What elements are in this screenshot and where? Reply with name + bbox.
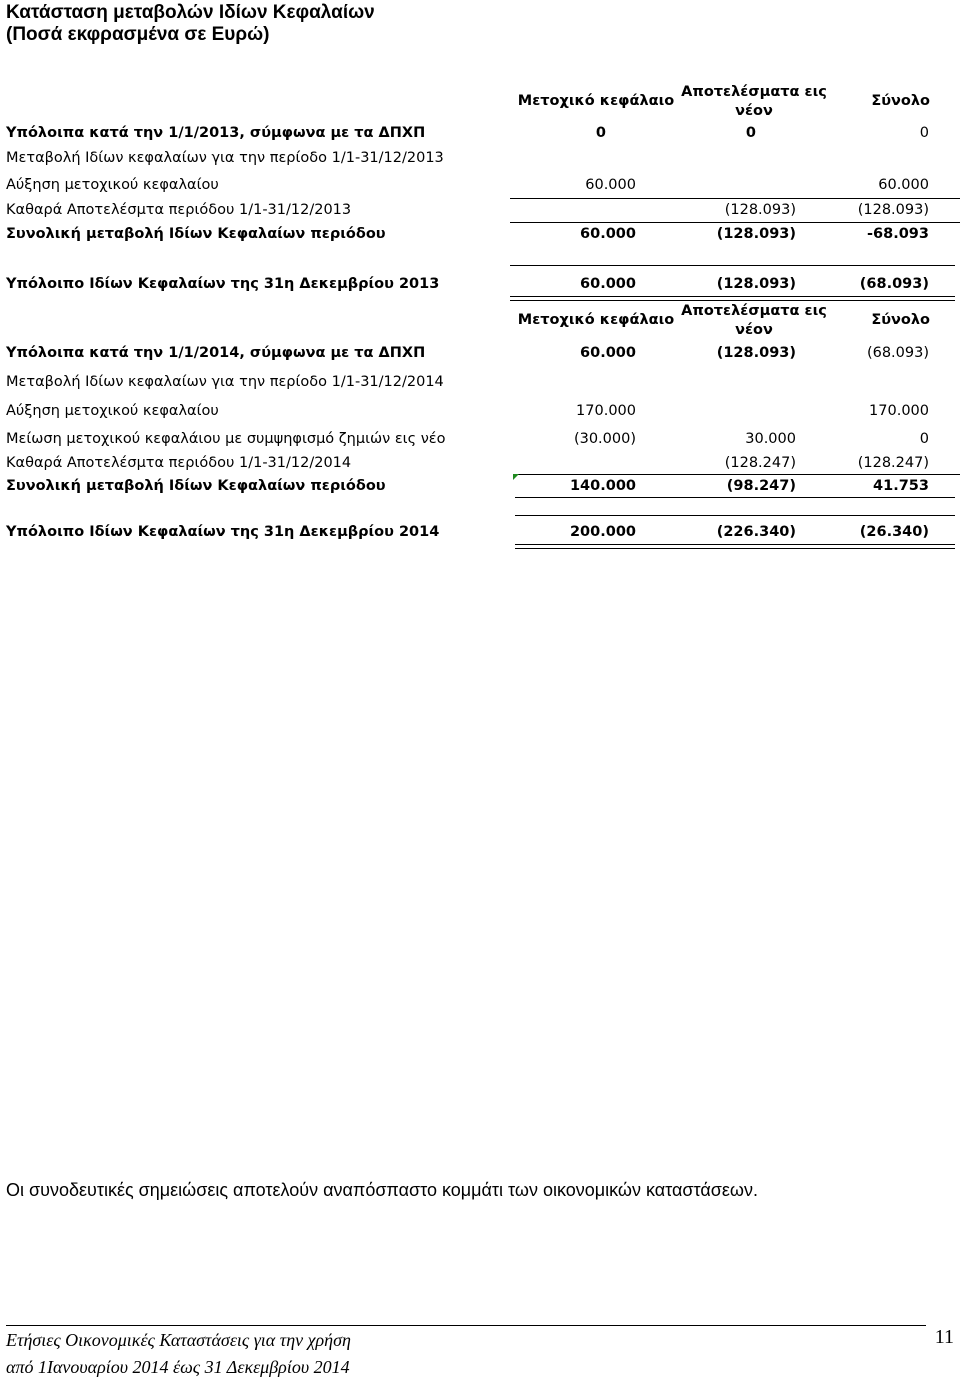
row-change-title-2014 — [6, 374, 960, 396]
accompanying-notes-statement: Οι συνοδευτικές σημειώσεις αποτελούν αναπόσπαστο κομμάτι των οικονομικών καταστάσεων. — [6, 1180, 758, 1200]
cell-retained-earnings: (128.093) — [716, 276, 796, 292]
header-retained-earnings-2013 — [676, 83, 832, 121]
header-retained-earnings-line1: Αποτελέσματα εις — [681, 303, 827, 319]
page-number: 11 — [934, 1326, 954, 1348]
cell-total: 170.000 — [869, 403, 929, 419]
row-label: Καθαρά Αποτελέσμτα περιόδου 1/1-31/12/2013 — [6, 202, 352, 218]
row-label: Συνολική μεταβολή Ιδίων Κεφαλαίων περιόδου — [6, 226, 386, 242]
header-share-capital-2014: Μετοχικό κεφάλαιο — [517, 312, 675, 328]
double-underline — [515, 544, 955, 549]
footer-divider — [6, 1325, 926, 1326]
page-subtitle: (Ποσά εκφρασμένα σε Ευρώ) — [6, 24, 270, 45]
cell-total: 0 — [919, 125, 929, 141]
header-retained-earnings-line2: νέον — [735, 103, 773, 119]
row-opening-2013 — [6, 125, 960, 147]
divider — [510, 265, 955, 266]
divider — [510, 198, 960, 199]
row-label: Υπόλοιπα κατά την 1/1/2014, σύμφωνα με τα ΔΠΧΠ — [6, 345, 426, 361]
cell-retained-earnings: (98.247) — [726, 478, 796, 494]
row-increase-2014 — [6, 403, 960, 425]
cell-retained-earnings: 0 — [745, 125, 756, 141]
row-net-results-2013 — [6, 202, 960, 224]
cell-share-capital: 170.000 — [576, 403, 636, 419]
row-label: Συνολική μεταβολή Ιδίων Κεφαλαίων περιόδου — [6, 478, 386, 494]
cell-total: 0 — [919, 431, 929, 447]
cell-total: 60.000 — [878, 177, 929, 193]
cell-retained-earnings: 30.000 — [745, 431, 796, 447]
cell-share-capital: 140.000 — [569, 478, 636, 494]
divider — [515, 515, 955, 516]
cell-share-capital: (30.000) — [573, 431, 636, 447]
double-underline — [510, 296, 955, 301]
row-change-title-2013 — [6, 150, 960, 172]
header-share-capital-2013: Μετοχικό κεφάλαιο — [517, 93, 675, 109]
row-label: Υπόλοιπο Ιδίων Κεφαλαίων της 31η Δεκεμβρίου 2014 — [6, 524, 440, 540]
row-increase-2013 — [6, 177, 960, 199]
cell-total: 41.753 — [873, 478, 929, 494]
row-label: Μεταβολή Ιδίων κεφαλαίων για την περίοδο 1/1-31/12/2013 — [6, 150, 444, 166]
cell-share-capital: 60.000 — [580, 345, 636, 361]
cell-share-capital: 200.000 — [569, 524, 636, 540]
cell-share-capital: 0 — [595, 125, 606, 141]
row-label: Υπόλοιπα κατά την 1/1/2013, σύμφωνα με τα ΔΠΧΠ — [6, 125, 426, 141]
cell-total: (68.093) — [866, 345, 929, 361]
divider — [515, 474, 960, 475]
header-retained-earnings-line2: νέον — [735, 322, 773, 338]
cell-retained-earnings: (226.340) — [716, 524, 796, 540]
cell-total: (128.247) — [857, 455, 929, 471]
row-closing-2013 — [6, 276, 960, 298]
cell-share-capital: 60.000 — [580, 276, 636, 292]
cell-total: (128.093) — [857, 202, 929, 218]
cell-retained-earnings: (128.093) — [716, 226, 796, 242]
cell-retained-earnings: (128.247) — [724, 455, 796, 471]
header-retained-earnings-line1: Αποτελέσματα εις — [681, 84, 827, 100]
row-total-change-2013 — [6, 226, 960, 248]
divider — [515, 497, 955, 498]
cell-total: (26.340) — [859, 524, 929, 540]
footer-line1: Ετήσιες Οικονομικές Καταστάσεις για την χρήση — [6, 1330, 351, 1350]
row-label: Αύξηση μετοχικού κεφαλαίου — [6, 403, 219, 419]
page-title: Κατάσταση μεταβολών Ιδίων Κεφαλαίων — [6, 2, 375, 23]
row-label: Μεταβολή Ιδίων κεφαλαίων για την περίοδο 1/1-31/12/2014 — [6, 374, 444, 390]
divider — [510, 222, 960, 223]
header-total-2014: Σύνολο — [871, 312, 930, 328]
cell-share-capital: 60.000 — [580, 226, 636, 242]
row-label: Μείωση μετοχικού κεφαλάιου με συμψηφισμό ζημιών εις νέο — [6, 431, 446, 447]
cell-total: -68.093 — [867, 226, 929, 242]
cell-share-capital: 60.000 — [585, 177, 636, 193]
row-label: Υπόλοιπο Ιδίων Κεφαλαίων της 31η Δεκεμβρίου 2013 — [6, 276, 440, 292]
footer-line2: από 1Ιανουαρίου 2014 έως 31 Δεκεμβρίου 2014 — [6, 1357, 350, 1377]
row-label: Αύξηση μετοχικού κεφαλαίου — [6, 177, 219, 193]
header-retained-earnings-2014 — [676, 302, 832, 340]
row-closing-2014 — [6, 524, 960, 546]
cell-retained-earnings: (128.093) — [724, 202, 796, 218]
row-decrease-2014 — [6, 431, 960, 453]
header-total-2013: Σύνολο — [871, 93, 930, 109]
row-label: Καθαρά Αποτελέσμτα περιόδου 1/1-31/12/2014 — [6, 455, 352, 471]
cell-retained-earnings: (128.093) — [716, 345, 796, 361]
row-opening-2014 — [6, 345, 960, 367]
cell-total: (68.093) — [859, 276, 929, 292]
